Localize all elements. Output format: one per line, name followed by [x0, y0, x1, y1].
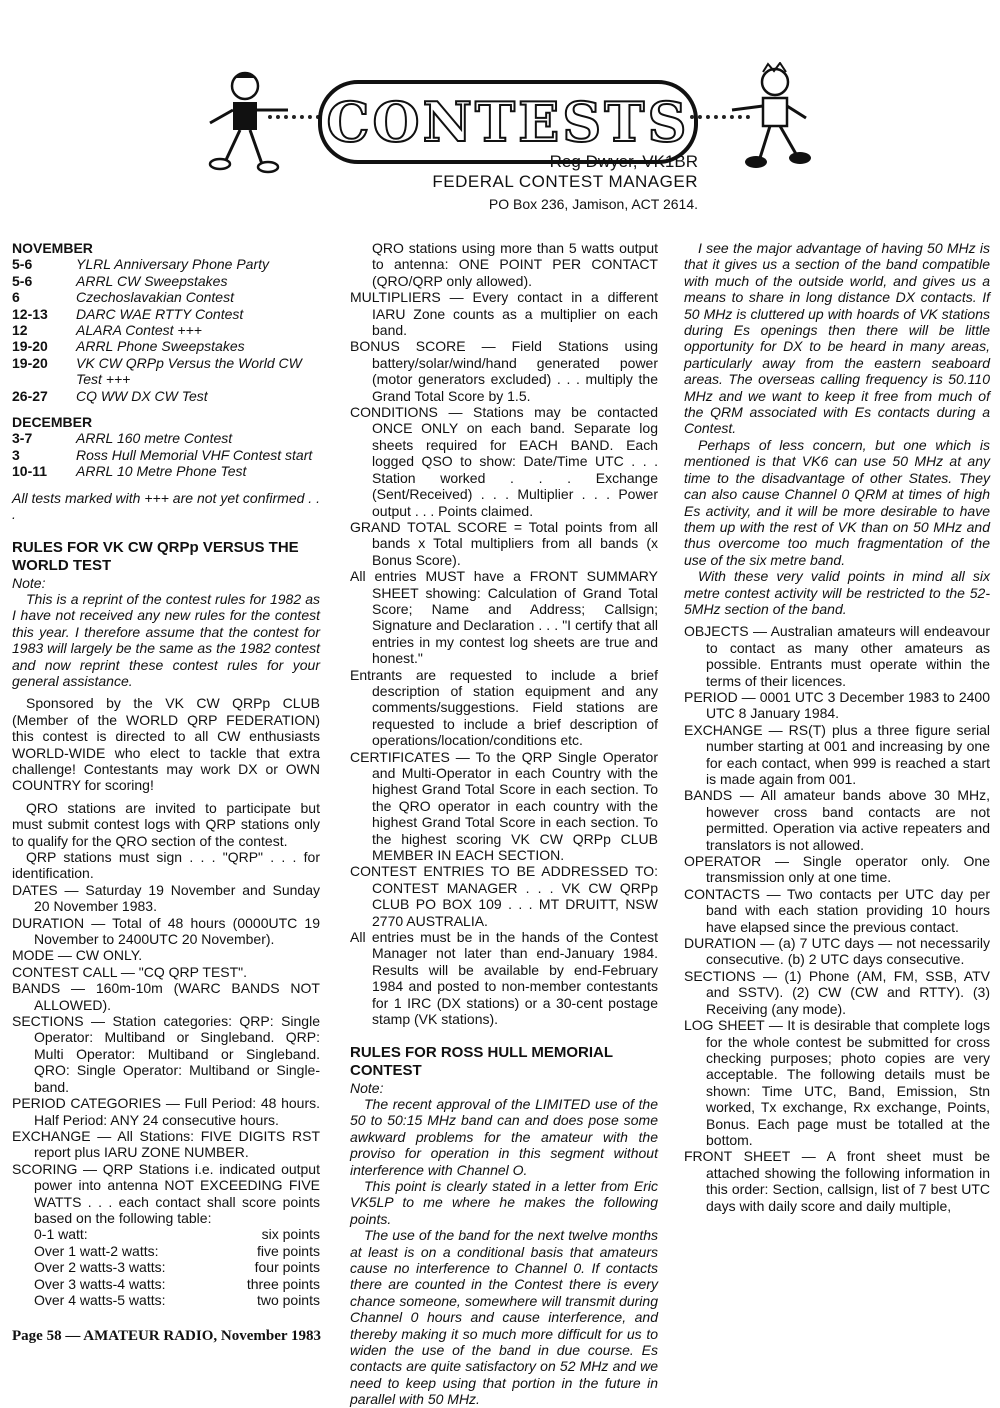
- qrp-paragraph: QRP stations must sign . . . "QRP" . . . for identification.: [12, 849, 320, 882]
- calendar-entry: 12-13 DARC WAE RTTY Contest: [12, 305, 244, 322]
- page-footer: Page 58 — AMATEUR RADIO, November 1983: [12, 1328, 322, 1344]
- rule-item: BANDS — All amateur bands above 30 MHz, however cross band contacts are not permitted. Operation via active repeaters and translators is not allowed.: [684, 787, 990, 853]
- calendar-entry: 19-20 VK CW QRPp Versus the World CW Test +++: [12, 354, 302, 388]
- byline: [432, 152, 698, 214]
- column-2: [350, 240, 658, 1408]
- rule-item: SECTIONS — (1) Phone (AM, FM, SSB, ATV and SSTV). (2) CW (CW and RTTY). (3) Receiving (any mode).: [684, 967, 990, 1017]
- november-list: [12, 256, 320, 404]
- ross-note-paragraph: With these very valid points in mind all six metre contest activity will be restricted to the 52-5MHz section of the band.: [684, 568, 990, 617]
- calendar-entry: 3 Ross Hull Memorial VHF Contest start: [12, 446, 313, 463]
- score-row: Over 1 watt-2 watts: five points: [34, 1242, 320, 1259]
- ross-note-paragraph: The use of the band for the next twelve months at least is on a conditional basis that amateurs cause no interference to Channel 0. If contacts there are counted in the Contest there is every chance someone, somewhere will transmit during Channel 0 hours and cause interference, and thereby making it so much more difficult for us to widen the use of the band in due course. Es contacts are quite satisfactory on 52 MHz and we need to keep using that portion in the future in parallel with 50 MHz.: [350, 1227, 658, 1408]
- rule-item: CONTEST CALL — "CQ QRP TEST".: [12, 963, 248, 980]
- rule-item: All entries must be in the hands of the Contest Manager not later than end-January 1984. Results will be available by end-February 1984 and posted to non-member contestants for 1 IRC (DX stations) or a 30-cent postage stamp (VK stations).: [350, 929, 658, 1028]
- rule-item: BANDS — 160m-10m (WARC BANDS NOT ALLOWED).: [12, 980, 320, 1013]
- left-rope: [268, 115, 320, 119]
- rule-item: SECTIONS — Station categories: QRP: Single Operator: Multiband or Singleband. QRP: Multi Operator: Multiband or Singleband. QRO: Single Operator: Multiband or Single-band.: [12, 1013, 320, 1095]
- calendar-entry: 5-6 YLRL Anniversary Phone Party: [12, 256, 269, 273]
- rule-item: CONTACTS — Two contacts per UTC day per band with each station providing 10 hours have elapsed since the previous contact.: [684, 885, 990, 935]
- banner-title: CONTESTS: [326, 90, 690, 154]
- rule-item: SCORING — QRP Stations i.e. indicated output power into antenna NOT EXCEEDING FIVE WATTS . . . each contact shall score points based on the following table:: [12, 1160, 320, 1226]
- rule-item: EXCHANGE — RS(T) plus a three figure serial number starting at 001 and increasing by one for each contact, when 999 is reached a start is made again from 001.: [684, 721, 990, 787]
- rule-item: MODE — CW ONLY.: [12, 947, 143, 964]
- calendar-note: All tests marked with +++ are not yet confirmed . . .: [12, 489, 320, 523]
- november-heading: NOVEMBER: [12, 240, 93, 256]
- score-row: 0-1 watt: six points: [34, 1226, 320, 1243]
- rule-item: CONDITIONS — Stations may be contacted ONCE ONLY on each band. Separate log sheets required for EACH BAND. Each logged QSO to show: Date/Time UTC . . . Station worked . . . Exchange (Sent/Received) . . . Multiplier . . . Power output . . . Points claimed.: [350, 404, 658, 519]
- author-name: Reg Dwyer, VK1BR: [549, 152, 698, 171]
- author-address: PO Box 236, Jamison, ACT 2614.: [488, 196, 698, 212]
- calendar-entry: 19-20 ARRL Phone Sweepstakes: [12, 338, 245, 355]
- ross-note-paragraph: Perhaps of less concern, but one which is mentioned is that VK6 can use 50 MHz at any time to the disadvantage of other States. They can also cause Channel 0 QRM at times of high Es activity, and it will be more desirable to have them up with the rest of VK than on 50 MHz and thus overcome too much fragmentation of the use of the six metre band.: [684, 436, 990, 568]
- rule-item: CONTEST ENTRIES TO BE ADDRESSED TO: CONTEST MANAGER . . . VK CW QRPp CLUB PO BOX 109 . . . MT DRUITT, NSW 2770 AUSTRALIA.: [350, 863, 658, 929]
- qrp-note-label: Note:: [12, 574, 46, 591]
- rule-item: FRONT SHEET — A front sheet must be attached showing the following information in this order: Section, callsign, list of 7 best UTC days with daily score and daily multiple,: [684, 1148, 990, 1214]
- rule-item: DURATION — Total of 48 hours (0000UTC 19 November to 2400UTC 20 November).: [12, 914, 320, 948]
- qro-continuation: QRO stations using more than 5 watts output to antenna: ONE POINT PER CONTACT (QRO/QRP only allowed).: [372, 240, 658, 289]
- qrp-note-text: This is a reprint of the contest rules for 1982 as I have not received any new rules for the contest this year. I therefore assume that the contest for 1983 will largely be the same as the 1982 contest and now reprint these contest rules for your general assistance.: [12, 590, 320, 689]
- ross-note-paragraph: The recent approval of the LIMITED use of the 50 to 50:15 MHz band can and does pose some awkward problems for the amateur with the proviso for operation in this segment without interference with Channel O.: [350, 1095, 658, 1178]
- ross-hull-title: RULES FOR ROSS HULL MEMORIAL CONTEST: [350, 1043, 613, 1079]
- right-cartoon-figure: [730, 62, 815, 174]
- calendar-entry: 5-6 ARRL CW Sweepstakes: [12, 272, 228, 289]
- author-role: FEDERAL CONTEST MANAGER: [432, 172, 698, 191]
- score-row: Over 3 watts-4 watts: three points: [34, 1275, 320, 1292]
- rule-item: PERIOD CATEGORIES — Full Period: 48 hours. Half Period: ANY 24 consecutive hours.: [12, 1095, 320, 1128]
- calendar-entry: 6 Czechoslavakian Contest: [12, 289, 234, 306]
- qrp-paragraph: Sponsored by the VK CW QRPp CLUB (Member of the WORLD QRP FEDERATION) this contest is directed to all CW enthusiasts WORLD-WIDE who elect to tackle that extra challenge! Contestants may work DX or OWN COUNTRY for scoring!: [12, 695, 320, 794]
- page-header: [0, 0, 1000, 240]
- left-cartoon-figure: [200, 68, 290, 178]
- rule-item: CERTIFICATES — To the QRP Single Operator and Multi-Operator in each Country with the highest Grand Total Score in each section. To the QRO operator in each country with the highest Grand Total Score in each section. To the highest scoring VK CW QRPp CLUB MEMBER IN EACH SECTION.: [350, 748, 658, 864]
- score-row: Over 2 watts-3 watts: four points: [34, 1259, 320, 1276]
- column-1: [12, 240, 320, 1308]
- rule-item: All entries MUST have a FRONT SUMMARY SHEET showing: Calculation of Grand Total Score; Name and Address; Callsign; Signature and Declaration . . . "I certify that all entries in my contest log sheets are true and honest.": [350, 568, 658, 667]
- calendar-entry: 3-7 ARRL 160 metre Contest: [12, 430, 233, 447]
- calendar-entry: 26-27 CQ WW DX CW Test: [12, 387, 208, 404]
- rule-item: OBJECTS — Australian amateurs will endeavour to contact as many other amateurs as possible. Entrants must operate within the terms of their licences.: [684, 623, 990, 689]
- rule-item: DURATION — (a) 7 UTC days — not necessarily consecutive. (b) 2 UTC days consecutive.: [684, 935, 990, 968]
- score-row: Over 4 watts-5 watts: two points: [34, 1291, 320, 1308]
- rule-item: DATES — Saturday 19 November and Sunday 20 November 1983.: [12, 881, 320, 915]
- rule-item: GRAND TOTAL SCORE = Total points from all bands x Total multipliers from all bands (x Bonus Score).: [350, 518, 658, 568]
- column-3: [684, 240, 990, 1214]
- ross-note-paragraph: This point is clearly stated in a letter from Eric VK5LP to me where he makes the following points.: [350, 1177, 658, 1227]
- qrp-paragraph: QRO stations are invited to participate but must submit contest logs with QRP stations only to qualify for the QRO section of the contest.: [12, 799, 320, 849]
- rule-item: PERIOD — 0001 UTC 3 December 1983 to 2400 UTC 8 January 1984.: [684, 688, 990, 722]
- qrp-rules-title: RULES FOR VK CW QRPp VERSUS THE WORLD TEST: [12, 538, 299, 574]
- december-list: [12, 430, 320, 479]
- rule-item: BONUS SCORE — Field Stations using battery/solar/wind/hand generated power (motor generators excluded) . . . multiply the Grand Total Score by 1.5.: [350, 338, 658, 404]
- calendar-entry: 10-11 ARRL 10 Metre Phone Test: [12, 463, 247, 480]
- ross-note-label: Note:: [350, 1079, 384, 1096]
- december-heading: DECEMBER: [12, 414, 93, 431]
- rule-item: MULTIPLIERS — Every contact in a different IARU Zone counts as a multiplier on each band.: [350, 289, 658, 339]
- rule-item: Entrants are requested to include a brief description of station equipment and any comments/suggestions. Field stations are requested to include a brief description of operations/location/conditions etc.: [350, 666, 658, 749]
- calendar-entry: 12 ALARA Contest +++: [12, 322, 202, 339]
- rule-item: EXCHANGE — All Stations: FIVE DIGITS RST report plus IARU ZONE NUMBER.: [12, 1127, 320, 1161]
- rule-item: OPERATOR — Single operator only. One transmission only at one time.: [684, 853, 990, 886]
- rule-item: LOG SHEET — It is desirable that complete logs for the whole contest be submitted for cross checking purposes; photo copies are very acceptable. The following details must be shown: Time UTC, Band, Emission, Stn worked, Tx exchange, Rx exchange, Points, Bonus. Each page must be totalled at the bottom.: [684, 1017, 990, 1148]
- ross-note-paragraph: I see the major advantage of having 50 MHz is that it gives us a section of the band compatible with much of the outside world, and gives us a means to share in long distance DX contacts. If 50 MHz is cluttered up with hoards of VK stations during Es openings then there will be little opportunity for DX to be heard in many areas, particularly away from the eastern seaboard areas. The overseas calling frequency is 50.110 MHz and we want to keep it free from much of the QRM associated with Es contacts during a Contest.: [684, 240, 990, 437]
- score-table: [12, 1226, 320, 1308]
